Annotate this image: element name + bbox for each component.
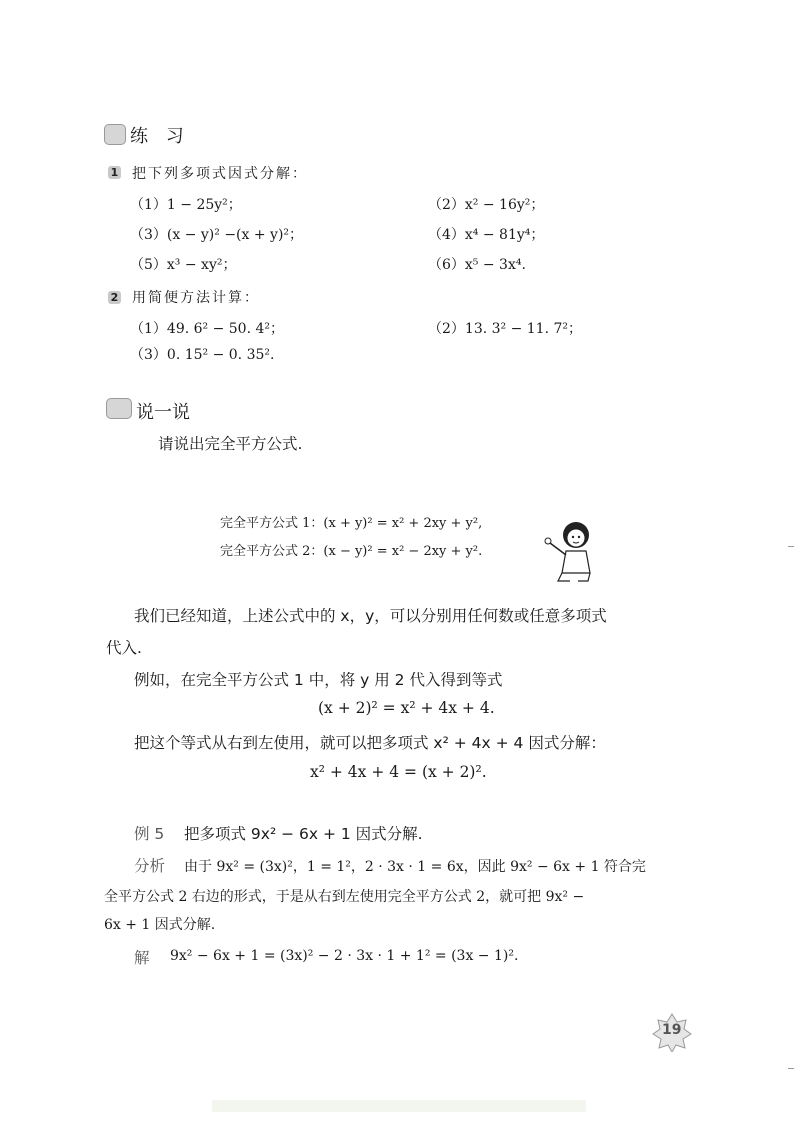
question-2-prompt: 用简便方法计算： <box>132 290 260 306</box>
margin-mark <box>788 1068 794 1069</box>
talk-icon <box>106 398 132 419</box>
q1-item-1: （1）1 − 25y²； <box>130 197 242 213</box>
paragraph-3: 把这个等式从右到左使用，就可以把多项式 x² + 4x + 4 因式分解： <box>134 734 606 752</box>
q1-item-5: （5）x³ − xy²； <box>130 257 237 273</box>
question-2-number: 2 <box>108 291 121 304</box>
exercise-title: 练 习 <box>130 126 190 147</box>
q2-item-1: （1）49. 6² − 50. 4²； <box>130 321 285 337</box>
analysis-line-2: 全平方公式 2 右边的形式，于是从右到左使用完全平方公式 2，就可把 9x² − <box>104 889 585 905</box>
margin-mark <box>788 546 794 547</box>
example-label: 例 5 <box>134 825 165 843</box>
analysis-line-3: 6x + 1 因式分解. <box>104 917 216 933</box>
analysis-label: 分析 <box>134 857 166 875</box>
girl-illustration <box>538 515 598 585</box>
formula-2: 完全平方公式 2：(x − y)² = x² − 2xy + y². <box>220 544 483 559</box>
talk-prompt: 请说出完全平方公式. <box>158 435 303 453</box>
equation-1: (x + 2)² = x² + 4x + 4. <box>318 699 495 717</box>
q1-item-2: （2）x² − 16y²； <box>428 197 545 213</box>
page-number: 19 <box>662 1022 682 1038</box>
question-1-number: 1 <box>108 166 121 179</box>
formula-1: 完全平方公式 1：(x + y)² = x² + 2xy + y², <box>220 516 483 531</box>
talk-title: 说一说 <box>136 402 190 423</box>
question-1-prompt: 把下列多项式因式分解： <box>132 166 308 182</box>
q1-item-6: （6）x⁵ − 3x⁴. <box>428 257 526 273</box>
solution-label: 解 <box>134 949 150 967</box>
q1-item-3: （3）(x − y)² −(x + y)²； <box>130 227 304 243</box>
footer-band <box>212 1100 586 1112</box>
solution-text: 9x² − 6x + 1 = (3x)² − 2 · 3x · 1 + 1² = (3x − 1)². <box>170 948 519 964</box>
q2-item-2: （2）13. 3² − 11. 7²； <box>428 321 583 337</box>
exercise-icon <box>104 124 126 145</box>
q1-item-4: （4）x⁴ − 81y⁴； <box>428 227 545 243</box>
equation-2: x² + 4x + 4 = (x + 2)². <box>310 763 487 781</box>
analysis-line-1: 由于 9x² = (3x)²，1 = 1²，2 · 3x · 1 = 6x，因此 9x² − 6x + 1 符合完 <box>184 859 646 875</box>
example-text: 把多项式 9x² − 6x + 1 因式分解. <box>184 825 423 843</box>
paragraph-1-line-2: 代入. <box>106 639 142 657</box>
q2-item-3: （3）0. 15² − 0. 35². <box>130 347 275 363</box>
paragraph-2: 例如，在完全平方公式 1 中，将 y 用 2 代入得到等式 <box>134 671 503 689</box>
paragraph-1-line-1: 我们已经知道，上述公式中的 x，y，可以分别用任何数或任意多项式 <box>134 607 607 625</box>
